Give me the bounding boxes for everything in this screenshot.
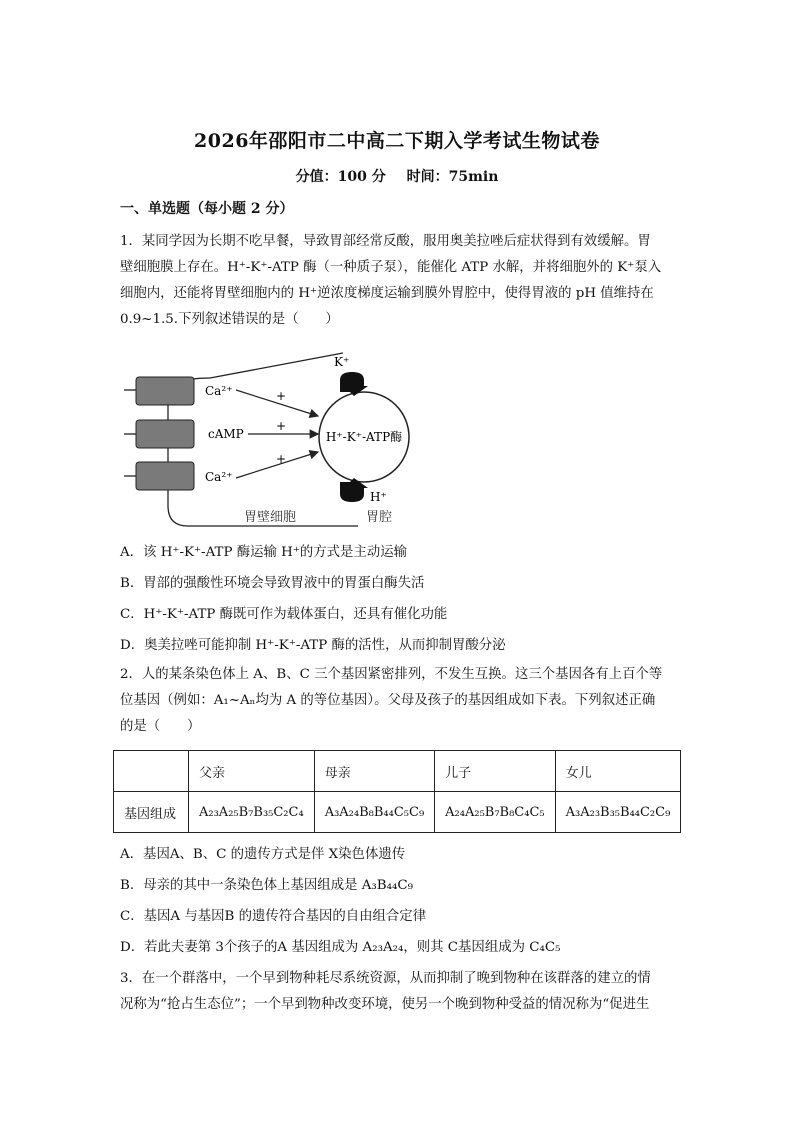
genotype-table: [113, 750, 681, 833]
enzyme-label: H⁺-K⁺-ATP酶: [325, 430, 403, 444]
question-1-line: 壁细胞膜上存在。H⁺-K⁺-ATP 酶（一种质子泵），能催化 ATP 水解，并将细胞外的 K⁺泵入: [120, 260, 662, 275]
question-2-line: 2．人的某条染色体上 A、B、C 三个基因紧密排列，不发生互换。这三个基因各有上百个等: [120, 667, 663, 682]
question-2-option-b[interactable]: B．母亲的其中一条染色体上基因组成是 A₃B₄₄C₉: [120, 878, 413, 893]
table-header-row: [114, 751, 681, 792]
plus-sign: +: [276, 419, 287, 433]
question-1-option-a[interactable]: A．该 H⁺-K⁺-ATP 酶运输 H⁺的方式是主动运输: [120, 545, 408, 560]
question-1-stem: [120, 229, 676, 333]
question-1-option-c[interactable]: C．H⁺-K⁺-ATP 酶既可作为载体蛋白，还具有催化功能: [120, 607, 448, 622]
question-1-option-d[interactable]: D．奥美拉唑可能抑制 H⁺-K⁺-ATP 酶的活性，从而抑制胃酸分泌: [120, 638, 506, 653]
question-2-option-d[interactable]: D．若此夫妻第 3个孩子的A 基因组成为 A₂₃A₂₄，则其 C基因组成为 C₄C₅: [120, 940, 561, 955]
table-header-cell: 父亲: [189, 751, 315, 792]
question-1-option-b[interactable]: B．胃部的强酸性环境会导致胃液中的胃蛋白酶失活: [120, 576, 425, 591]
table-cell: A₃A₂₃B₃₅B₄₄C₂C₉: [555, 792, 681, 833]
table-row: [114, 792, 681, 833]
ca-top-label: Ca²⁺: [205, 384, 233, 398]
table-cell: A₂₃A₂₅B₇B₃₅C₂C₄: [189, 792, 315, 833]
k-ion-label: K⁺: [334, 355, 350, 369]
table-header-cell: 儿子: [435, 751, 555, 792]
lumen-label: 胃腔: [366, 510, 393, 525]
question-1-line: 1．某同学因为长期不吃早餐，导致胃部经常反酸，服用奥美拉唑后症状得到有效缓解。胃: [120, 234, 651, 249]
section-title: 一、单选题（每小题 2 分）: [120, 201, 294, 217]
receptor-bottom: [136, 462, 194, 490]
plus-sign: +: [276, 389, 287, 403]
question-1-line: 0.9~1.5.下列叙述错误的是（ ）: [120, 312, 339, 327]
ca-bottom-label: Ca²⁺: [205, 470, 233, 484]
question-3-stem: [120, 966, 676, 1018]
score-info: 分值：100 分: [295, 169, 386, 185]
question-2-option-c[interactable]: C．基因A 与基因B 的遗传符合基因的自由组合定律: [120, 909, 427, 924]
question-2-option-a[interactable]: A．基因A、B、C 的遗传方式是伴 X染色体遗传: [120, 847, 406, 862]
exam-meta: [0, 166, 794, 186]
table-cell: A₂₄A₂₅B₇B₈C₄C₅: [435, 792, 555, 833]
proton-pump-diagram: [118, 348, 418, 530]
question-2-line: 位基因（例如：A₁~Aₙ均为 A 的等位基因）。父母及孩子的基因组成如下表。下列叙述正确: [120, 693, 656, 708]
table-header-cell: 母亲: [314, 751, 434, 792]
time-info: 时间：75min: [406, 169, 499, 185]
h-ion-label: H⁺: [370, 490, 387, 504]
camp-label: cAMP: [208, 427, 244, 441]
table-header-cell: 女儿: [555, 751, 681, 792]
question-2-stem: [120, 662, 676, 740]
question-3-line: 3．在一个群落中，一个早到物种耗尽系统资源，从而抑制了晚到物种在该群落的建立的情: [120, 971, 651, 986]
table-cell: A₃A₂₄B₈B₄₄C₅C₉: [314, 792, 434, 833]
plus-sign: +: [276, 452, 287, 466]
table-row-label: 基因组成: [114, 792, 189, 833]
receptor-middle: [136, 420, 194, 448]
table-header-cell: [114, 751, 189, 792]
question-3-line: 况称为“抢占生态位”；一个早到物种改变环境，使另一个晚到物种受益的情况称为“促进生: [120, 997, 650, 1012]
cell-label: 胃壁细胞: [244, 510, 297, 525]
exam-title: 2026年邵阳市二中高二下期入学考试生物试卷: [194, 130, 600, 152]
receptor-top: [136, 377, 194, 405]
question-2-line: 的是（ ）: [120, 719, 201, 734]
question-1-line: 细胞内，还能将胃壁细胞内的 H⁺逆浓度梯度运输到膜外胃腔中，使得胃液的 pH 值维持在: [120, 286, 654, 301]
